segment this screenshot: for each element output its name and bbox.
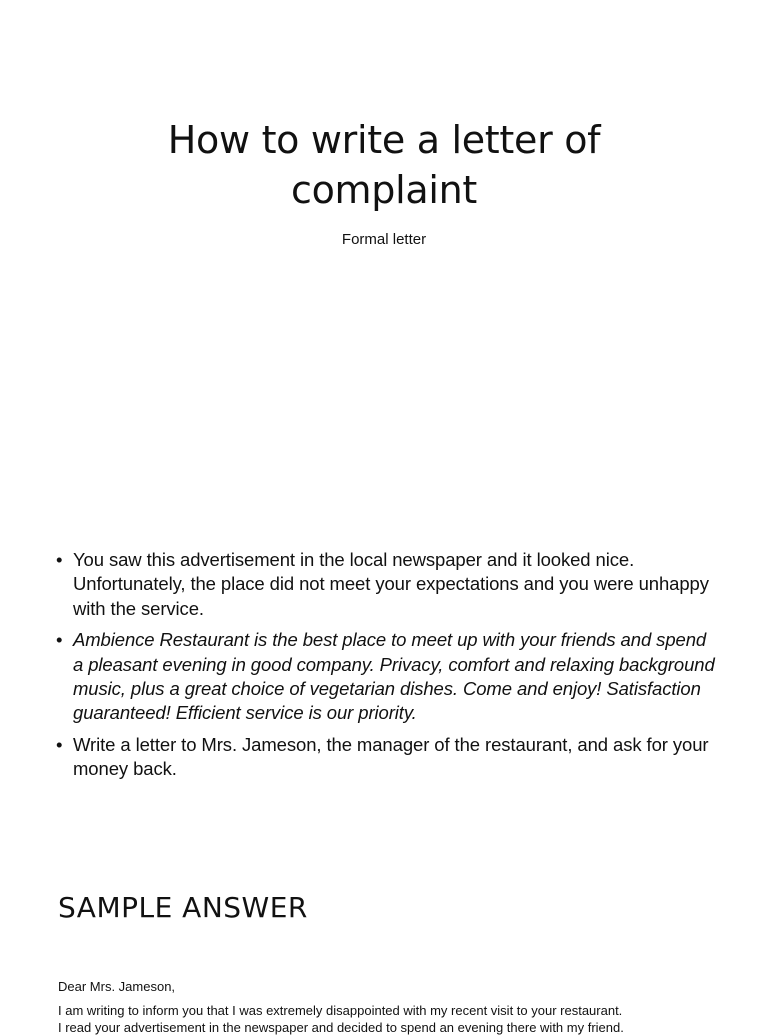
bullet-dot-icon: • (56, 733, 63, 755)
bullet-dot-icon: • (56, 549, 63, 570)
slide-subtitle: Formal letter (341, 231, 427, 248)
bullet-text: Ambience Restaurant is the best place to meet up with your friends and spend a pleasant evening in good company. Privacy, comfort and relaxing background music, plus a great choice of vegetarian dishes. Come and enjoy! Satisfaction guaranteed! Efficient service is our priority. (73, 629, 715, 724)
slide-title: How to write a letter of complaint (167, 118, 601, 212)
letter-line: I read your advertisement in the newspaper and decided to spend an evening there with my friend. (58, 1020, 624, 1035)
sample-answer-heading: SAMPLE ANSWER (58, 891, 308, 924)
bullet-item-advertisement-text (56, 628, 716, 726)
bullet-text: Write a letter to Mrs. Jameson, the manager of the restaurant, and ask for your money back. (73, 733, 709, 780)
bullet-dot-icon: • (56, 629, 63, 651)
bullet-item-advertisement-context (56, 548, 716, 621)
sample-letter (58, 978, 758, 1036)
task-bullet-list (56, 548, 716, 789)
bullet-text: You saw this advertisement in the local newspaper and it looked nice. Unfortunately, the place did not meet your expectations and you were unhappy with the service. (73, 549, 709, 619)
letter-line: I am writing to inform you that I was extremely disappointed with my recent visit to your restaurant. (58, 1003, 623, 1018)
letter-salutation: Dear Mrs. Jameson, (58, 979, 176, 994)
bullet-item-task-instruction (56, 733, 716, 782)
